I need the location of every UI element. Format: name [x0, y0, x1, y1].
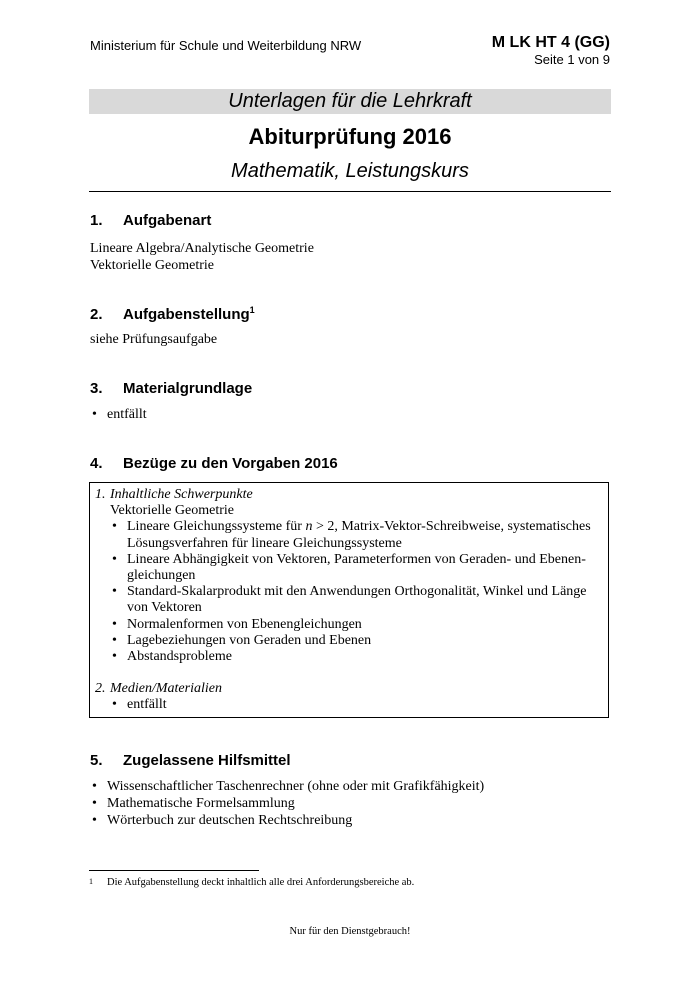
- list-item: • Wörterbuch zur deutschen Rechtschreibung: [90, 812, 484, 829]
- material-list: [90, 406, 147, 423]
- list-item: • Abstandsprobleme: [110, 649, 602, 665]
- page-subtitle: Mathematik, Leistungskurs: [231, 160, 469, 182]
- list-item: • Normalenformen von Ebenengleichungen: [110, 617, 602, 633]
- title-divider: [89, 191, 611, 192]
- ministry-name: Ministerium für Schule und Weiterbildung NRW: [90, 38, 362, 53]
- section-title: Bezüge zu den Vorgaben 2016: [123, 455, 338, 472]
- section-4-heading: [90, 455, 338, 472]
- section-2-heading: [90, 305, 255, 323]
- focus-number: 1.: [95, 487, 106, 502]
- task-type-line: Vektorielle Geometrie: [90, 258, 215, 273]
- list-item: [110, 519, 602, 551]
- teacher-banner: Unterlagen für die Lehrkraft: [89, 89, 611, 114]
- exam-code: M LK HT 4 (GG): [491, 34, 610, 51]
- list-item: • Standard-Skalarprodukt mit den Anwendungen Orthogonalität, Winkel und Länge von Vektoren: [110, 584, 602, 616]
- list-item: • entfällt: [110, 697, 602, 713]
- header-right: [492, 34, 610, 68]
- section-3-heading: [90, 380, 252, 397]
- list-item: • Mathematische Formelsammlung: [90, 795, 484, 812]
- list-item: • entfällt: [90, 406, 147, 423]
- footnote-reference: 1: [249, 305, 255, 315]
- footnote-divider: [89, 870, 259, 871]
- media-number: 2.: [95, 681, 106, 697]
- section-title: Materialgrundlage: [123, 380, 253, 397]
- item-text: Lineare Gleichungssysteme für: [127, 519, 306, 535]
- requirements-box: [89, 482, 609, 718]
- list-item: • Wissenschaftlicher Taschenrechner (ohne oder mit Grafikfähigkeit): [90, 778, 484, 795]
- page-title: Abiturprüfung 2016: [248, 124, 452, 149]
- media-list: [95, 697, 602, 713]
- footnote: [89, 877, 414, 888]
- section-number: 3.: [90, 380, 103, 397]
- footnote-mark: 1: [89, 877, 93, 886]
- item-text: > 2, Matrix-Vektor-Schreibweise, systematisches Lösungsverfahren für lineare Gleichungssysteme: [127, 519, 591, 551]
- spacer: [95, 665, 602, 681]
- footnote-text: Die Aufgabenstellung deckt inhaltlich alle drei Anforderungsbereiche ab.: [107, 877, 415, 888]
- focus-area: Vektorielle Geometrie: [110, 503, 235, 519]
- section-number: 1.: [90, 212, 103, 229]
- section-title: Aufgabenstellung: [123, 306, 250, 323]
- task-type-line: Lineare Algebra/Analytische Geometrie: [90, 241, 314, 256]
- focus-list: [95, 519, 602, 665]
- page-footer: Nur für den Dienstgebrauch!: [289, 926, 411, 937]
- page-number: Seite 1 von 9: [534, 52, 610, 67]
- section-1-heading: [90, 212, 211, 229]
- section-1-body: [90, 240, 314, 274]
- section-5-heading: [90, 752, 291, 769]
- variable-n: n: [305, 519, 313, 535]
- section-number: 5.: [90, 752, 103, 769]
- media-heading: [95, 681, 602, 697]
- list-item: • Lineare Abhängigkeit von Vektoren, Parameterformen von Geraden- und Ebenengleichungen: [110, 552, 602, 584]
- section-number: 4.: [90, 455, 103, 472]
- list-item: • Lagebeziehungen von Geraden und Ebenen: [110, 633, 602, 649]
- section-2-body: siehe Prüfungsaufgabe: [90, 332, 218, 347]
- focus-heading: [95, 487, 602, 503]
- section-title: Aufgabenart: [123, 212, 212, 229]
- section-title: Zugelassene Hilfsmittel: [123, 752, 291, 769]
- media-title: Medien/Materialien: [110, 681, 222, 697]
- aids-list: [90, 778, 484, 829]
- section-number: 2.: [90, 306, 103, 323]
- focus-title: Inhaltliche Schwerpunkte: [110, 487, 253, 502]
